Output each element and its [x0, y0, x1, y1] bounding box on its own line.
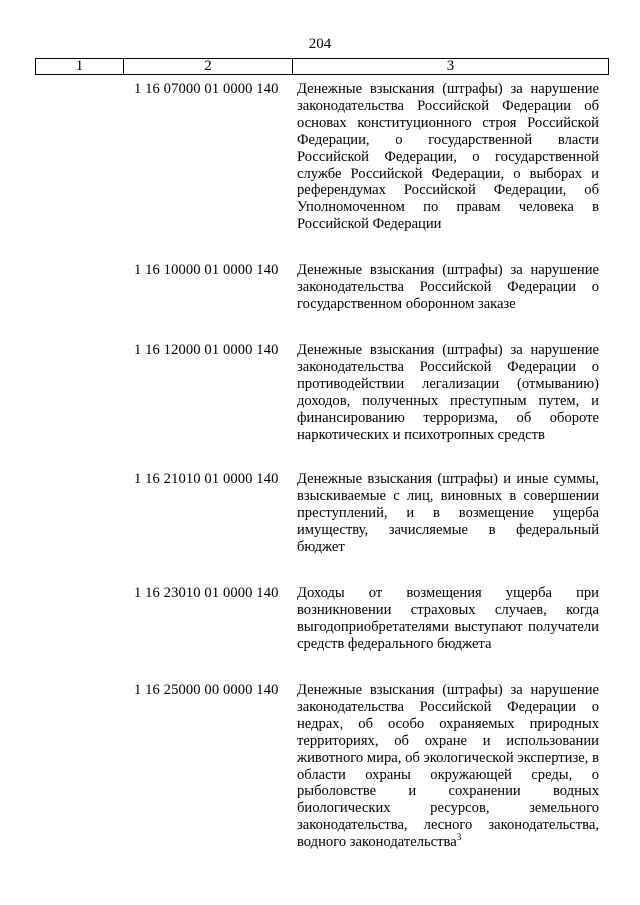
revenue-description: Денежные взыскания (штрафы) за нарушение законодательства Российской Федерации о государственном оборонном заказе [297, 262, 599, 312]
column-header-2: 2 [124, 59, 293, 75]
column-header-1: 1 [36, 59, 124, 75]
revenue-code: 1 16 25000 00 0000 140 [134, 682, 279, 698]
revenue-code: 1 16 07000 01 0000 140 [134, 81, 279, 97]
revenue-description: Доходы от возмещения ущерба при возникновении страховых случаев, когда выгодоприобретателями выступают получатели средств федерального бюджета [297, 585, 599, 652]
column-header-3: 3 [293, 59, 609, 75]
revenue-code: 1 16 10000 01 0000 140 [134, 262, 279, 278]
page-number: 204 [308, 36, 332, 52]
revenue-code: 1 16 23010 01 0000 140 [134, 585, 279, 601]
revenue-code: 1 16 21010 01 0000 140 [134, 471, 279, 487]
revenue-description: Денежные взыскания (штрафы) за нарушение законодательства Российской Федерации об основах конституционного строя Российской Федерации, о государственной власти Российской Федерации, о государственной службе Российской Федерации, о выборах и референдумах Российской Федерации, об Уполномоченном по правам человека в Российской Федерации [297, 81, 599, 233]
column-header-table [35, 58, 609, 75]
revenue-code: 1 16 12000 01 0000 140 [134, 342, 279, 358]
revenue-description-text: Денежные взыскания (штрафы) за нарушение законодательства Российской Федерации о недрах, об особо охраняемых природных территориях, об охране и использовании животного мира, об экологической экспертизе, в области охраны окружающей среды, о рыболовстве и сохранении водных биологических ресурсов, земельного законодательства, лесного законодательства, водного законодательства [297, 682, 599, 851]
footnote-mark: 3 [456, 832, 462, 843]
revenue-description: Денежные взыскания (штрафы) и иные суммы, взыскиваемые с лиц, виновных в совершении преступлений, и в возмещение ущерба имуществу, зачисляемые в федеральный бюджет [297, 471, 599, 555]
revenue-description [297, 682, 599, 851]
column-header-row [36, 59, 609, 75]
revenue-description: Денежные взыскания (штрафы) за нарушение законодательства Российской Федерации о противодействии легализации (отмыванию) доходов, полученных преступным путем, и финансированию терроризма, об обороте наркотических и психотропных средств [297, 342, 599, 443]
